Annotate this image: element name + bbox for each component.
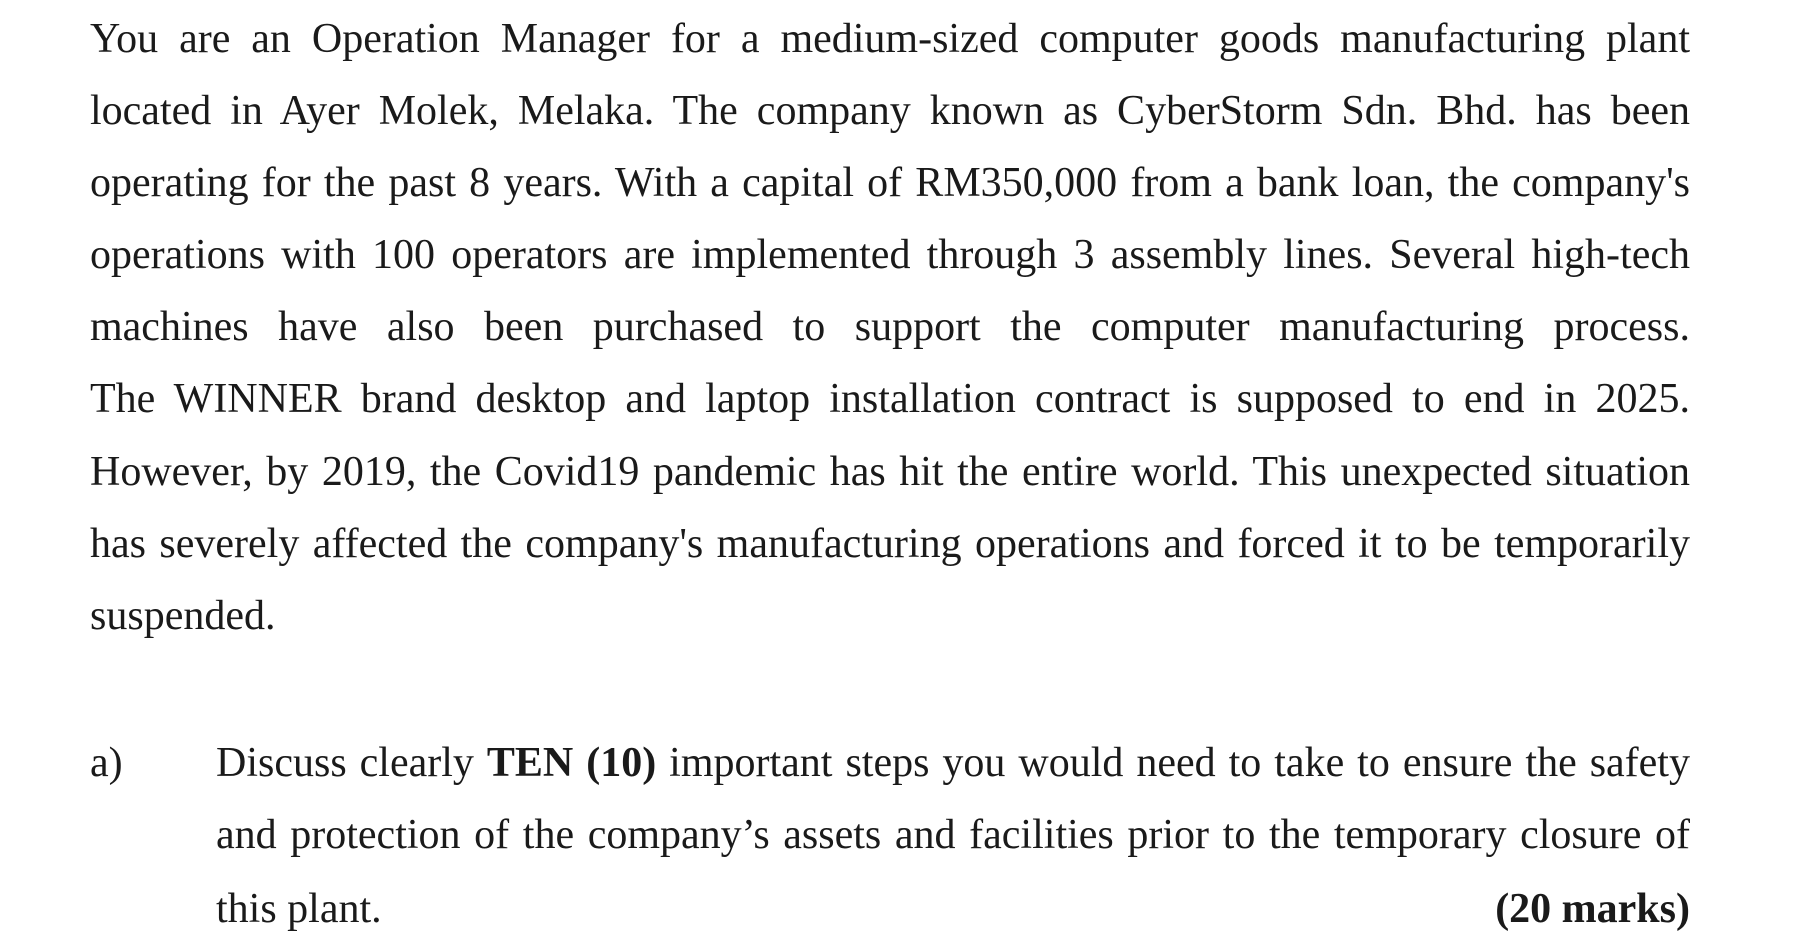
scenario-line-2: located in Ayer Molek, Melaka. The company known as CyberStorm Sdn. Bhd. has been xyxy=(90,88,1690,134)
question-line-3: this plant. xyxy=(216,886,382,932)
scenario-line-3: operating for the past 8 years. With a capital of RM350,000 from a bank loan, the company's xyxy=(90,160,1690,206)
question-line-1 xyxy=(216,742,1690,784)
scenario-line-7: However, by 2019, the Covid19 pandemic has hit the entire world. This unexpected situation xyxy=(90,449,1690,495)
scenario-line-9: suspended. xyxy=(90,593,276,639)
scenario-line-1: You are an Operation Manager for a medium-sized computer goods manufacturing plant xyxy=(90,16,1690,62)
marks-label: (20 marks) xyxy=(1495,886,1690,932)
question-count-bold: TEN (10) xyxy=(486,740,657,786)
question-line-2: and protection of the company’s assets and facilities prior to the temporary closure of xyxy=(216,812,1690,858)
question-line-1-pre: Discuss clearly xyxy=(216,740,487,786)
scenario-line-6: The WINNER brand desktop and laptop installation contract is supposed to end in 2025. xyxy=(90,376,1690,422)
scenario-line-5: machines have also been purchased to support the computer manufacturing process. xyxy=(90,304,1690,350)
question-label: a) xyxy=(90,740,123,786)
question-line-1-post: important steps you would need to take to ensure the safety xyxy=(656,740,1690,786)
scenario-line-4: operations with 100 operators are implemented through 3 assembly lines. Several high-tech xyxy=(90,232,1690,278)
scenario-line-8: has severely affected the company's manufacturing operations and forced it to be temporarily xyxy=(90,521,1690,567)
